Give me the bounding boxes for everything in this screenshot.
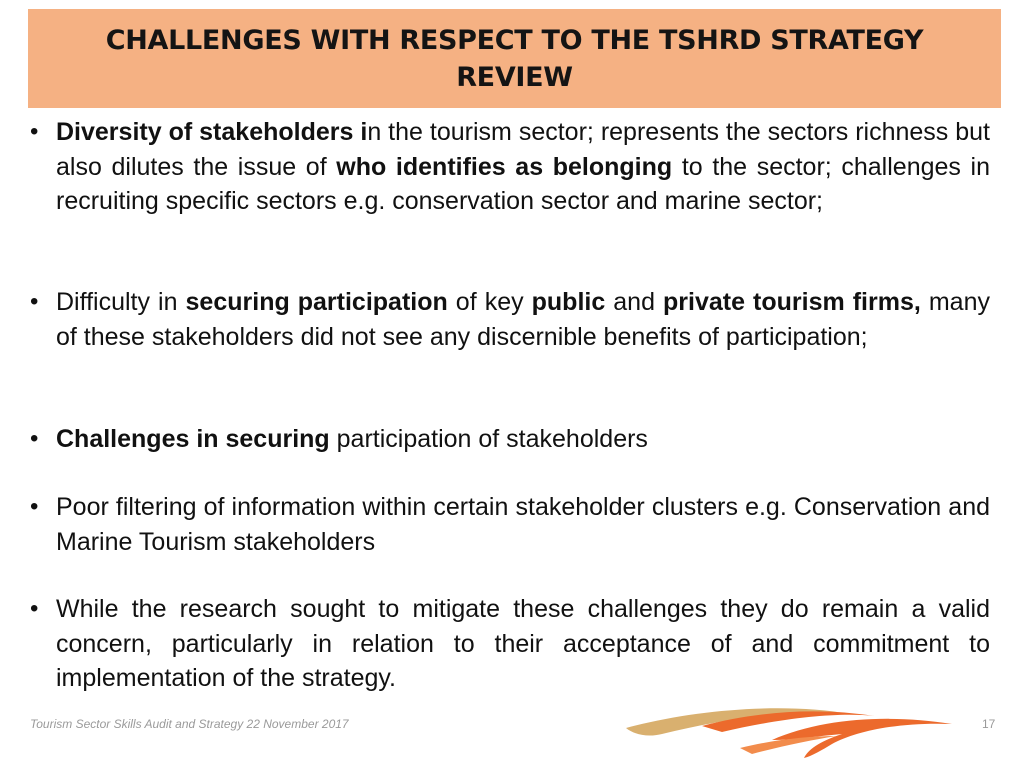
swoosh-logo-icon [622,700,958,760]
bullet-item-diversity [30,115,990,285]
bullet-text-bold: Challenges in securing [56,425,330,453]
bullet-text-bold: securing participation [185,288,448,316]
title-banner [28,9,1001,108]
bullet-item-participation [30,285,990,422]
bullet-dot: • [30,425,39,452]
bullet-text: many of these stakeholders did not see any discernible benefits of participation; [56,288,990,351]
footer-text: Tourism Sector Skills Audit and Strategy 22 November 2017 [30,717,349,731]
bullet-dot: • [30,118,39,145]
bullet-text-bold: public [531,288,606,316]
slide-title: CHALLENGES WITH RESPECT TO THE TSHRD STRATEGY REVIEW [105,24,924,93]
bullet-dot: • [30,493,39,520]
bullet-dot: • [30,288,39,315]
bullet-text-bold: private tourism firms, [663,288,921,316]
bullet-text: Difficulty in [56,288,186,316]
bullet-text: While the research sought to mitigate these challenges they do remain a valid concern, particularly in relation to their acceptance of and commitment to implementation of the strategy. [56,595,990,692]
bullet-list [30,115,990,696]
bullet-text: n the tourism sector; represents the sectors richness but also dilutes the issue of [56,118,991,181]
bullet-text: Poor filtering of information within certain stakeholder clusters e.g. Conservation and Marine Tourism stakeholders [56,493,990,556]
bullet-text: participation of stakeholders [329,425,648,453]
bullet-item-challenges [30,422,990,490]
bullet-item-mitigation [30,592,990,696]
bullet-text-bold: who identifies as belonging [336,152,673,181]
bullet-text: and [605,288,664,316]
bullet-item-filtering [30,490,990,592]
bullet-text-bold: Diversity of stakeholders i [56,118,368,146]
bullet-text: of key [447,288,532,316]
bullet-dot: • [30,595,39,622]
page-number: 17 [982,717,996,731]
bullet-text: to the sector; challenges in recruiting specific sectors e.g. conservation sector and marine sector; [56,152,991,215]
